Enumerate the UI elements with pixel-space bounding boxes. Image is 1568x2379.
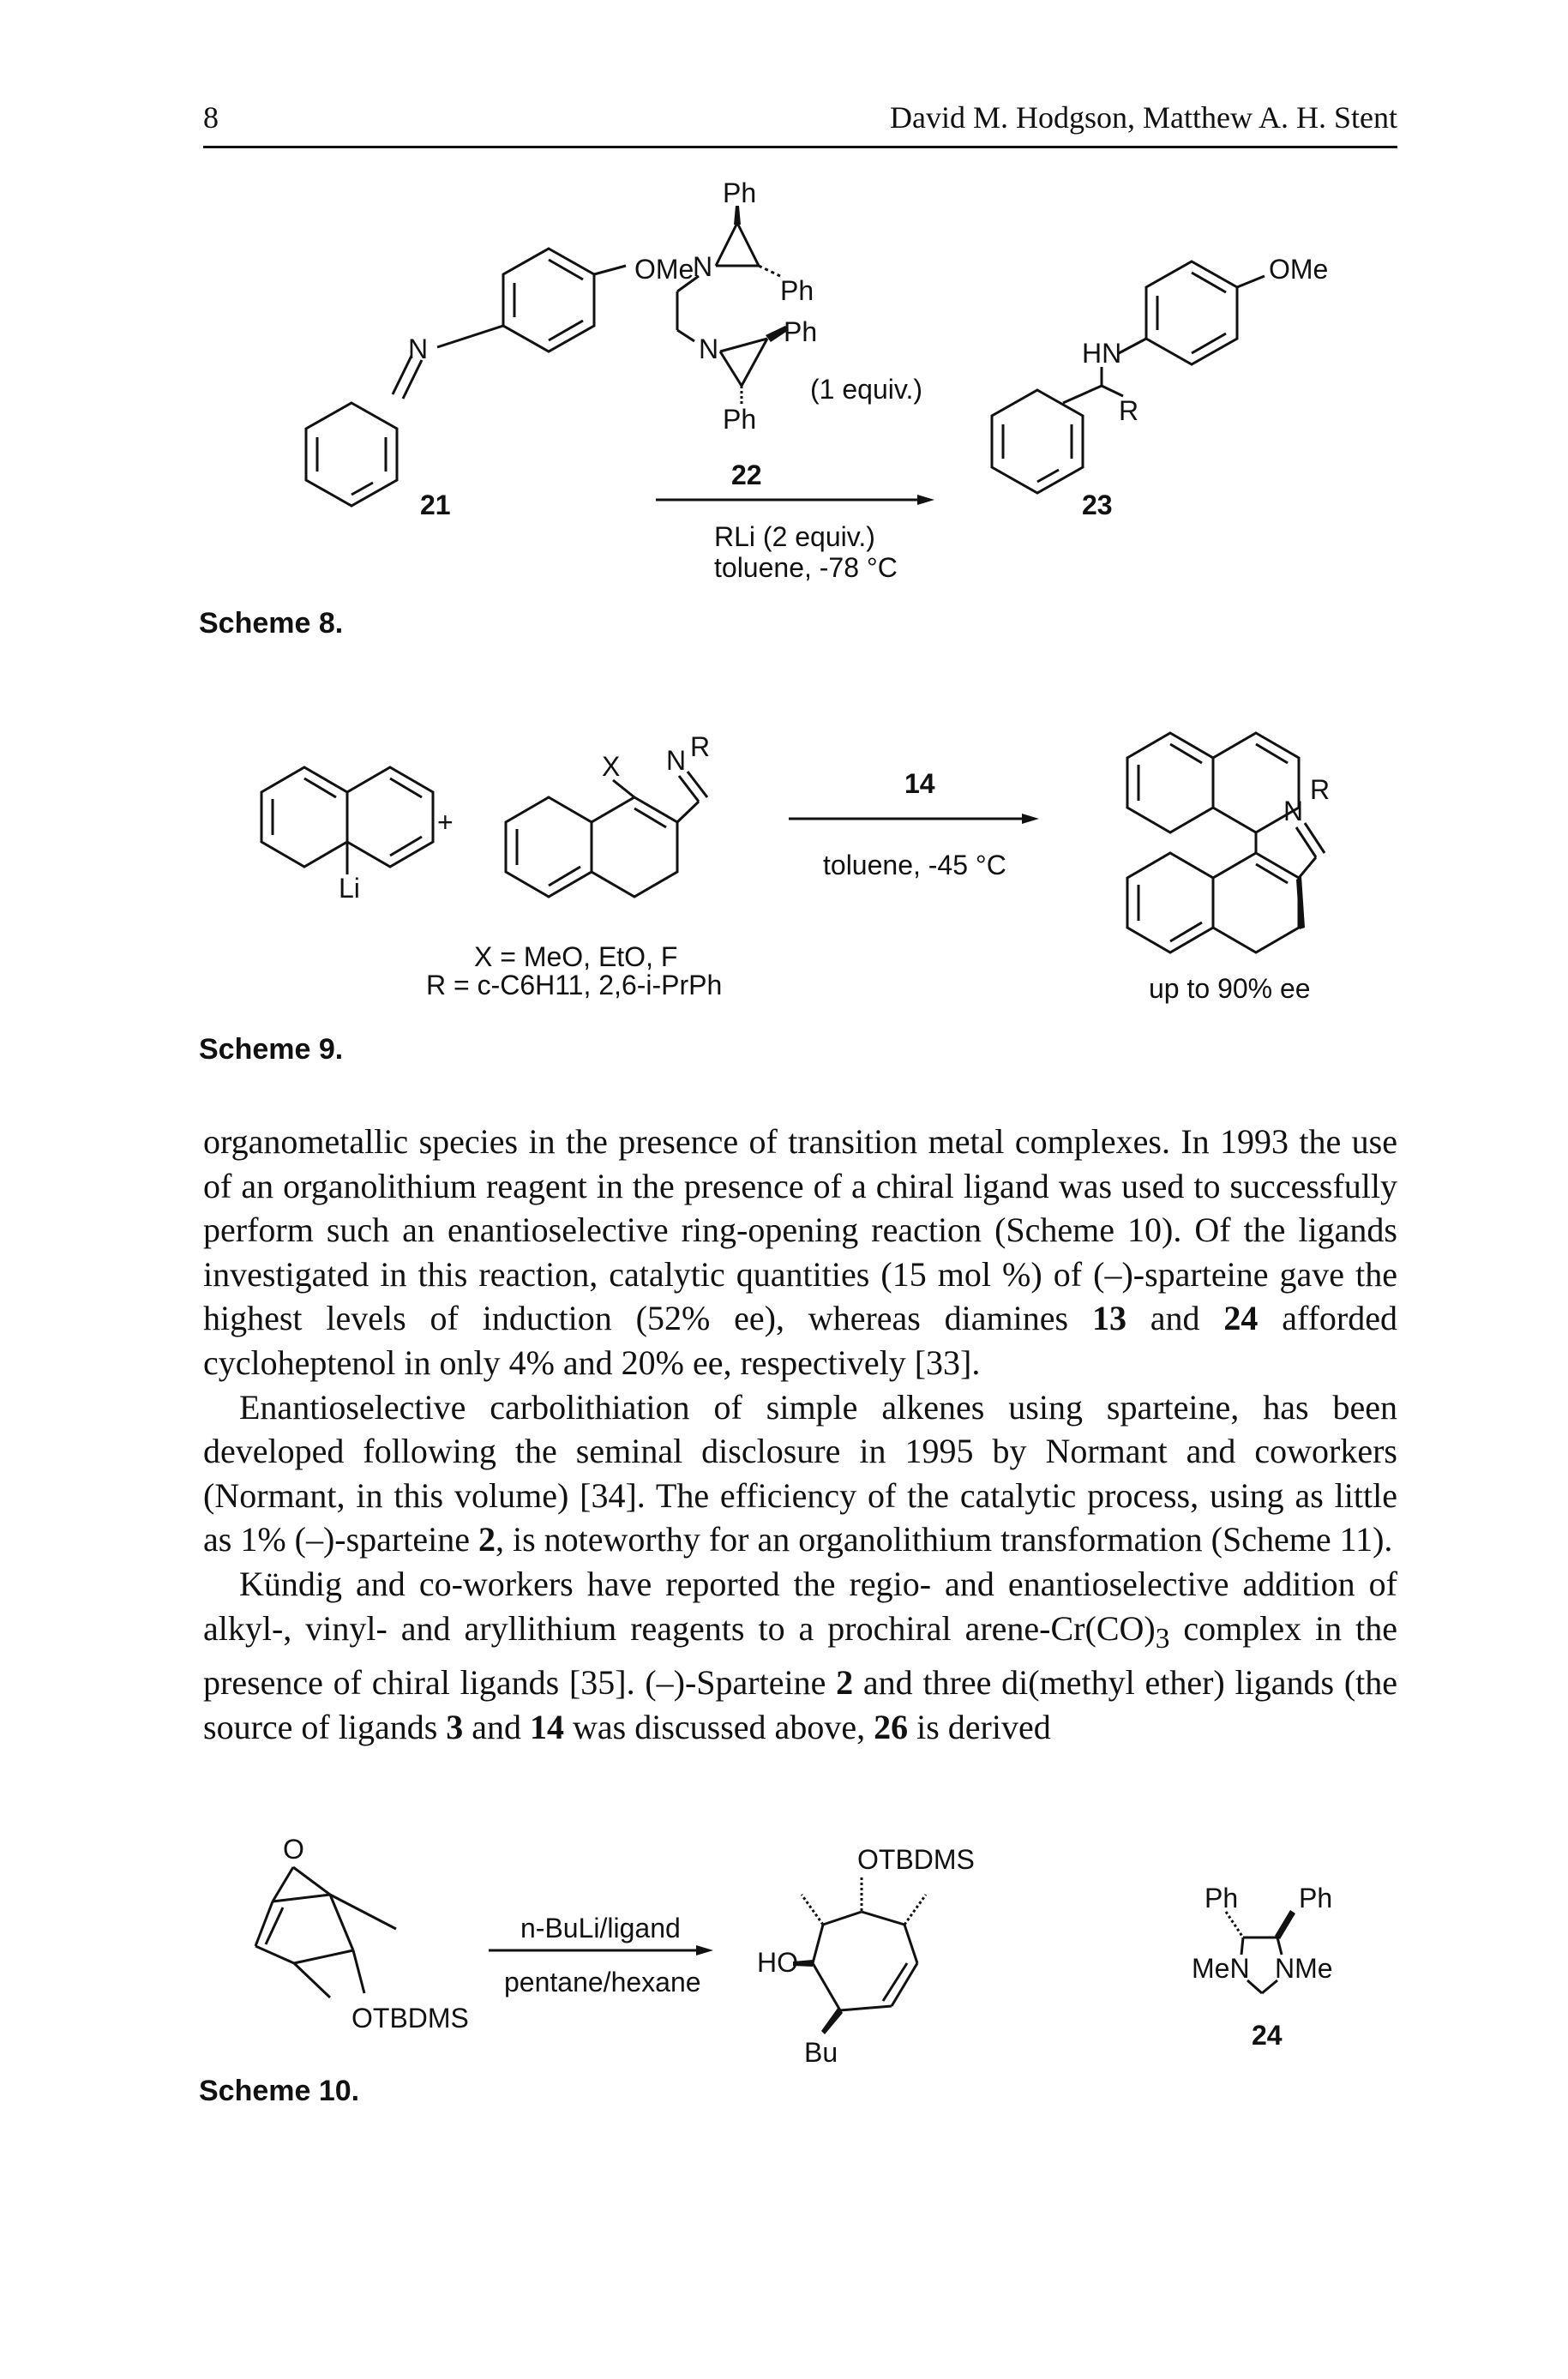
cond-solvent: toluene, -78 °C — [714, 552, 898, 583]
ho-label: HO — [757, 1947, 798, 1978]
reaction-conditions: toluene, -45 °C — [823, 850, 1006, 880]
running-head: David M. Hodgson, Matthew A. H. Stent — [890, 100, 1397, 135]
scheme8-figure — [203, 171, 1397, 617]
c22-ph-bottom: Ph — [723, 404, 757, 435]
paragraph-3: Kündig and co-workers have reported the regio- and enantioselective addition of alkyl-, vinyl- and aryllithium reagents to a prochiral arene-$Cr(CO)_3$ complex in the presence of chiral ligands [35]. (–)-Sparteine 2 and three di(methyl ether) ligands (the source of ligands 3 and 14 was discussed above, 26 is derived — [203, 1564, 1398, 1746]
body-text — [203, 1120, 1397, 1749]
solvent-text: pentane/hexane — [504, 1967, 701, 1998]
c22-ph-top: Ph — [723, 177, 757, 208]
otbdms-right: OTBDMS — [857, 1844, 975, 1875]
naphthyllithium-structure — [261, 767, 433, 874]
compound-23-structure — [992, 261, 1265, 493]
c21-ome: OMe — [634, 254, 694, 285]
c23-r: R — [1119, 395, 1139, 426]
naphthaldimine-structure — [506, 772, 707, 897]
scheme9-label: Scheme 9. — [199, 1033, 344, 1066]
imine-r: R — [690, 731, 711, 762]
c23-label: 23 — [1082, 490, 1113, 520]
plus-sign: + — [437, 807, 454, 838]
c24-label: 24 — [1252, 2020, 1283, 2051]
x-definition: X = MeO, EtO, F — [474, 941, 678, 972]
compound-22-structure — [677, 206, 789, 405]
c22-ph-right1: Ph — [780, 275, 814, 306]
ee-result: up to 90% ee — [1149, 973, 1311, 1004]
bu-label: Bu — [804, 2037, 838, 2068]
product-r: R — [1310, 774, 1331, 805]
c22-n2: N — [699, 333, 719, 364]
c22-label: 22 — [731, 460, 762, 490]
c22-n1: N — [693, 251, 713, 282]
binaphthyl-product-structure — [1127, 733, 1325, 952]
scheme10-label: Scheme 10. — [199, 2075, 360, 2107]
paragraph-1: organometallic species in the presence of transition metal complexes. In 1993 the use of an organolithium reagent in the presence of a chiral ligand was used to successfully perform such an enantioselective ring-opening reaction (Scheme 10). Of the ligands investigated in this reaction, catalytic quantities (15 mol %) of (–)-sparteine gave the highest levels of induction (52% ee), whereas diamines 13 and 24 afforded cycloheptenol in only 4% and 20% ee, respectively [33]. — [203, 1122, 1397, 1382]
catalyst-14: 14 — [904, 768, 935, 799]
page-number: 8 — [203, 100, 219, 135]
scheme9-figure — [203, 729, 1397, 1054]
product-n: N — [1283, 796, 1304, 826]
c23-ome: OMe — [1269, 254, 1329, 285]
c22-ph-right2: Ph — [784, 316, 818, 347]
cycloheptenol-structure — [793, 1877, 926, 2034]
li-label: Li — [339, 873, 360, 904]
c21-n: N — [408, 333, 429, 364]
c23-hn: HN — [1082, 338, 1122, 369]
c24-men: MeN — [1192, 1953, 1250, 1984]
cond-reagent: RLi (2 equiv.) — [714, 521, 875, 552]
scheme10-figure — [203, 1826, 1397, 2152]
oxabicycle-structure — [255, 1867, 396, 1998]
compound-21-structure — [306, 249, 626, 506]
page-header — [203, 96, 1397, 148]
c24-nme: NMe — [1275, 1953, 1333, 1984]
scheme8-label: Scheme 8. — [199, 607, 344, 640]
c24-ph2: Ph — [1299, 1883, 1333, 1913]
paragraph-2: Enantioselective carbolithiation of simple alkenes using sparteine, has been developed following the seminal disclosure in 1995 by Normant and coworkers (Normant, in this volume) [34]. The efficiency of the catalytic process, using as little as 1% (–)-sparteine 2, is noteworthy for an organolithium transformation (Scheme 11). — [203, 1387, 1397, 1559]
otbdms-left: OTBDMS — [351, 2003, 469, 2034]
c22-equiv: (1 equiv.) — [810, 374, 923, 405]
r-definition: R = c-C6H11, 2,6-i-PrPh — [426, 970, 723, 1000]
c24-ph1: Ph — [1205, 1883, 1239, 1913]
c21-label: 21 — [420, 490, 451, 520]
reagent-text: n-BuLi/ligand — [520, 1913, 681, 1943]
bridge-o: O — [283, 1834, 304, 1865]
imine-n: N — [666, 745, 687, 776]
x-label: X — [602, 751, 621, 782]
